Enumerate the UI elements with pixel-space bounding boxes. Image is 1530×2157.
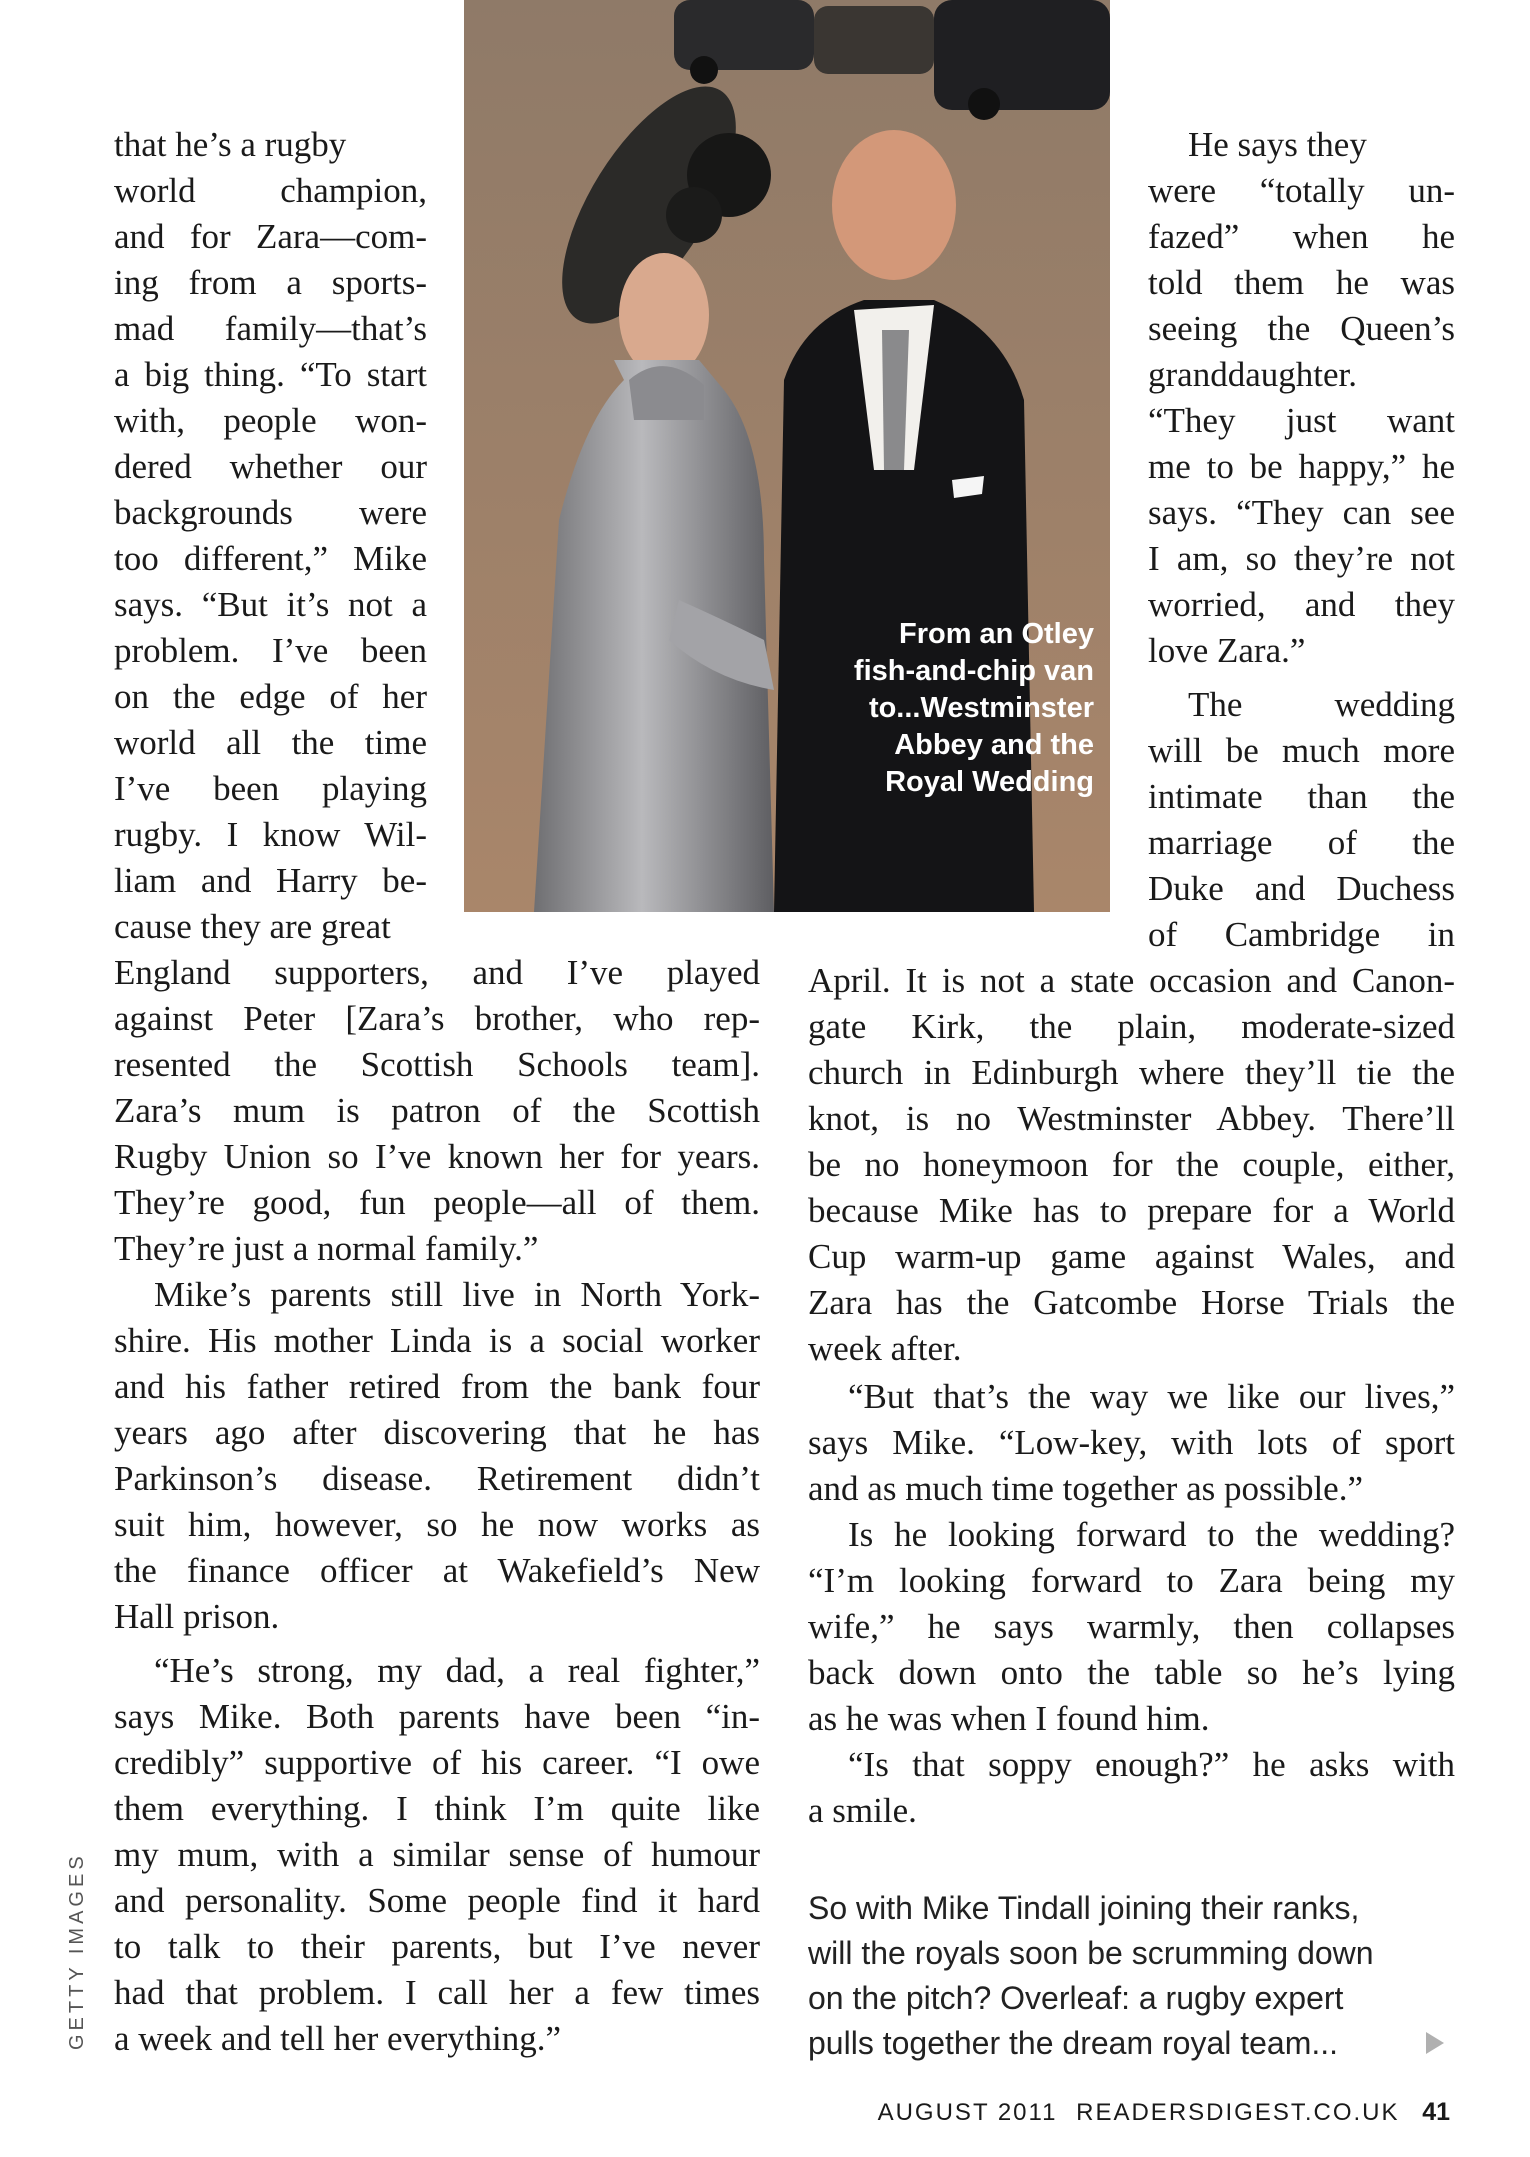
body-line: “He’s strong, my dad, a real fighter,” <box>154 1651 760 1690</box>
teaser-line: So with Mike Tindall joining their ranks, <box>808 1890 1360 1926</box>
body-line: Parkinson’s disease. Retirement didn’t <box>114 1459 760 1498</box>
body-line: and as much time together as possible.” <box>808 1469 1363 1508</box>
body-line: I am, so they’re not <box>1148 539 1455 578</box>
body-line: fazed” when he <box>1148 217 1455 256</box>
body-line: “They just want <box>1148 401 1455 440</box>
body-line: The wedding <box>1188 685 1455 724</box>
body-line: Rugby Union so I’ve known her for years. <box>114 1137 760 1176</box>
body-line: as he was when I found him. <box>808 1699 1210 1738</box>
page-number: 41 <box>1422 2098 1450 2126</box>
body-line: back down onto the table so he’s lying <box>808 1653 1455 1692</box>
body-line: world champion, <box>114 171 427 210</box>
body-line: says Mike. Both parents have been “in- <box>114 1697 760 1736</box>
next-page-arrow-icon <box>1426 2032 1444 2054</box>
teaser-line: on the pitch? Overleaf: a rugby expert <box>808 1980 1344 2016</box>
body-line: because Mike has to prepare for a World <box>808 1191 1455 1230</box>
page-footer <box>840 2098 1450 2127</box>
body-line: be no honeymoon for the couple, either, <box>808 1145 1455 1184</box>
body-line: against Peter [Zara’s brother, who rep- <box>114 999 760 1038</box>
body-line: a big thing. “To start <box>114 355 427 394</box>
body-line: the finance officer at Wakefield’s New <box>114 1551 760 1590</box>
body-line: were “totally un- <box>1148 171 1455 210</box>
body-line: and his father retired from the bank four <box>114 1367 760 1406</box>
body-line: says Mike. “Low-key, with lots of sport <box>808 1423 1455 1462</box>
body-line: seeing the Queen’s <box>1148 309 1455 348</box>
caption-line: to...Westminster <box>868 692 1094 724</box>
body-line: ing from a sports- <box>114 263 427 302</box>
body-line: intimate than the <box>1148 777 1455 816</box>
body-line: He says they <box>1188 125 1367 164</box>
body-line: church in Edinburgh where they’ll tie the <box>808 1053 1455 1092</box>
body-line: my mum, with a similar sense of humour <box>114 1835 760 1874</box>
body-line: marriage of the <box>1148 823 1455 862</box>
body-line: had that problem. I call her a few times <box>114 1973 760 2012</box>
body-line: love Zara.” <box>1148 631 1306 670</box>
body-line: on the edge of her <box>114 677 427 716</box>
body-line: shire. His mother Linda is a social worker <box>114 1321 760 1360</box>
body-line: with, people won- <box>114 401 427 440</box>
body-line: will be much more <box>1148 731 1455 770</box>
body-line: Mike’s parents still live in North York- <box>154 1275 760 1314</box>
body-line: cause they are great <box>114 907 391 946</box>
body-line: of Cambridge in <box>1148 915 1455 954</box>
teaser-line: will the royals soon be scrumming down <box>808 1935 1374 1971</box>
body-line: that he’s a rugby <box>114 125 347 164</box>
body-line: a smile. <box>808 1791 917 1830</box>
body-line: me to be happy,” he <box>1148 447 1455 486</box>
body-line: too different,” Mike <box>114 539 427 578</box>
body-line: “Is that soppy enough?” he asks with <box>848 1745 1455 1784</box>
body-line: week after. <box>808 1329 962 1368</box>
body-line: “I’m looking forward to Zara being my <box>808 1561 1455 1600</box>
body-line: says. “They can see <box>1148 493 1455 532</box>
body-line: They’re good, fun people—all of them. <box>114 1183 760 1222</box>
body-line: says. “But it’s not a <box>114 585 427 624</box>
website: READERSDIGEST.CO.UK <box>1076 2099 1400 2126</box>
caption-line: Royal Wedding <box>885 766 1094 798</box>
body-line: dered whether our <box>114 447 427 486</box>
caption-line: Abbey and the <box>894 729 1094 761</box>
body-line: resented the Scottish Schools team]. <box>114 1045 760 1084</box>
body-line: granddaughter. <box>1148 355 1357 394</box>
caption-line: From an Otley <box>899 618 1094 650</box>
body-line: Is he looking forward to the wedding? <box>848 1515 1455 1554</box>
body-line: Hall prison. <box>114 1597 280 1636</box>
body-line: mad family—that’s <box>114 309 427 348</box>
photo-caption <box>826 616 1094 801</box>
body-line: and for Zara—com- <box>114 217 427 256</box>
body-line: credibly” supportive of his career. “I owe <box>114 1743 760 1782</box>
body-line: a week and tell her everything.” <box>114 2019 562 2058</box>
body-line: gate Kirk, the plain, moderate-sized <box>808 1007 1455 1046</box>
body-line: rugby. I know Wil- <box>114 815 427 854</box>
issue-date: AUGUST 2011 <box>877 2099 1058 2126</box>
caption-line: fish-and-chip van <box>853 655 1094 687</box>
body-line: They’re just a normal family.” <box>114 1229 539 1268</box>
teaser-line: pulls together the dream royal team... <box>808 2025 1339 2061</box>
body-line: told them he was <box>1148 263 1455 302</box>
body-line: them everything. I think I’m quite like <box>114 1789 760 1828</box>
body-line: Zara has the Gatcombe Horse Trials the <box>808 1283 1455 1322</box>
photo-credit: GETTY IMAGES <box>66 1852 88 2050</box>
body-line: worried, and they <box>1148 585 1455 624</box>
body-line: Zara’s mum is patron of the Scottish <box>114 1091 760 1130</box>
body-line: I’ve been playing <box>114 769 427 808</box>
body-line: Cup warm-up game against Wales, and <box>808 1237 1455 1276</box>
body-line: problem. I’ve been <box>114 631 427 670</box>
body-line: to talk to their parents, but I’ve never <box>114 1927 760 1966</box>
next-page-teaser <box>808 1886 1374 2066</box>
body-line: suit him, however, so he now works as <box>114 1505 760 1544</box>
body-line: Duke and Duchess <box>1148 869 1455 908</box>
body-line: knot, is no Westminster Abbey. There’ll <box>808 1099 1455 1138</box>
body-line: and personality. Some people find it hard <box>114 1881 760 1920</box>
body-line: backgrounds were <box>114 493 427 532</box>
body-line: April. It is not a state occasion and Canon- <box>808 961 1455 1000</box>
body-line: world all the time <box>114 723 427 762</box>
body-line: England supporters, and I’ve played <box>114 953 760 992</box>
body-line: liam and Harry be- <box>114 861 427 900</box>
body-line: years ago after discovering that he has <box>114 1413 760 1452</box>
body-line: wife,” he says warmly, then collapses <box>808 1607 1455 1646</box>
body-line: “But that’s the way we like our lives,” <box>848 1377 1455 1416</box>
